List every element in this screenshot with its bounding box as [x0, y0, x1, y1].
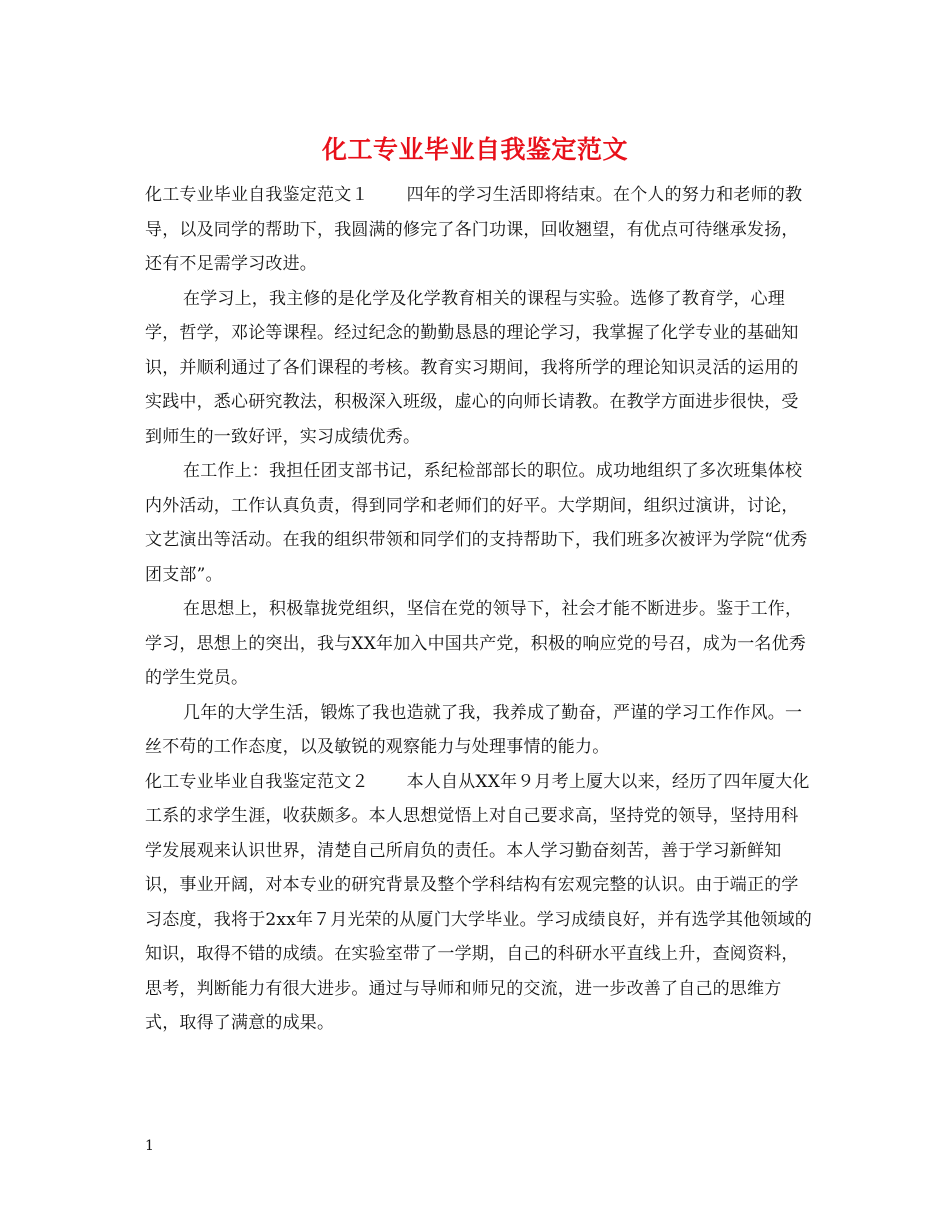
document-title: 化工专业毕业自我鉴定范文	[321, 135, 628, 164]
section-1-paragraph-study: 在学习上，我主修的是化学及化学教育相关的课程与实验。选修了教育学，心理学，哲学，邓论等课程。经过纪念的勤勤恳恳的理论学习，我掌握了化学专业的基础知识，并顺利通过了各们课程的考核。教育实习期间，我将所学的理论知识灵活的运用的实践中，悉心研究教法，积极深入班级，虚心的向师长请教。在教学方面进步很快，受到师生的一致好评，实习成绩优秀。	[145, 288, 799, 447]
page-number: 1	[145, 1138, 154, 1154]
section-1-lead: 四年的学习生活即将结束。在个人的努力和老师的教导，以及同学的帮助下，我圆满的修完了各门功课，回收翘望，有优点可待继承发扬，还有不足需学习改进。	[145, 185, 803, 274]
section-1-paragraph-life: 几年的大学生活，锻炼了我也造就了我，我养成了勤奋，严谨的学习工作作风。一丝不苟的工作态度，以及敏锐的观察能力与处理事情的能力。	[145, 702, 803, 757]
section-2-lead: 本人自从XX年９月考上厦大以来，经历了四年厦大化工系的求学生涯，收获颇多。本人思想觉悟上对自己要求高，坚持党的领导，坚持用科学发展观来认识世界，清楚自己所肩负的责任。本人学习勤奋刻苦，善于学习新鲜知识，事业开阔，对本专业的研究背景及整个学科结构有宏观完整的认识。由于端正的学习态度，我将于2xx年７月光荣的从厦门大学毕业。学习成绩良好，并有选学其他领域的知识，取得不错的成绩。在实验室带了一学期，自己的科研水平直线上升，查阅资料，思考，判断能力有很大进步。通过与导师和师兄的交流，进一步改善了自己的思维方式，取得了满意的成果。	[145, 771, 812, 1033]
document-body	[145, 178, 815, 1041]
section-1-paragraph-work: 在工作上：我担任团支部书记，系纪检部部长的职位。成功地组织了多次班集体校内外活动，工作认真负责，得到同学和老师们的好平。大学期间，组织过演讲，讨论，文艺演出等活动。在我的组织带领和同学们的支持帮助下，我们班多次被评为学院“优秀团支部”。	[145, 461, 808, 585]
section-1-paragraph-thought: 在思想上，积极靠拢党组织，坚信在党的领导下，社会才能不断进步。鉴于工作，学习，思想上的突出，我与XX年加入中国共产党，积极的响应党的号召，成为一名优秀的学生党员。	[145, 599, 807, 688]
section-1-heading: 化工专业毕业自我鉴定范文１	[145, 185, 369, 205]
section-2-opening	[145, 765, 815, 1041]
section-2-heading: 化工专业毕业自我鉴定范文２	[145, 771, 369, 792]
section-1-opening	[145, 178, 815, 282]
